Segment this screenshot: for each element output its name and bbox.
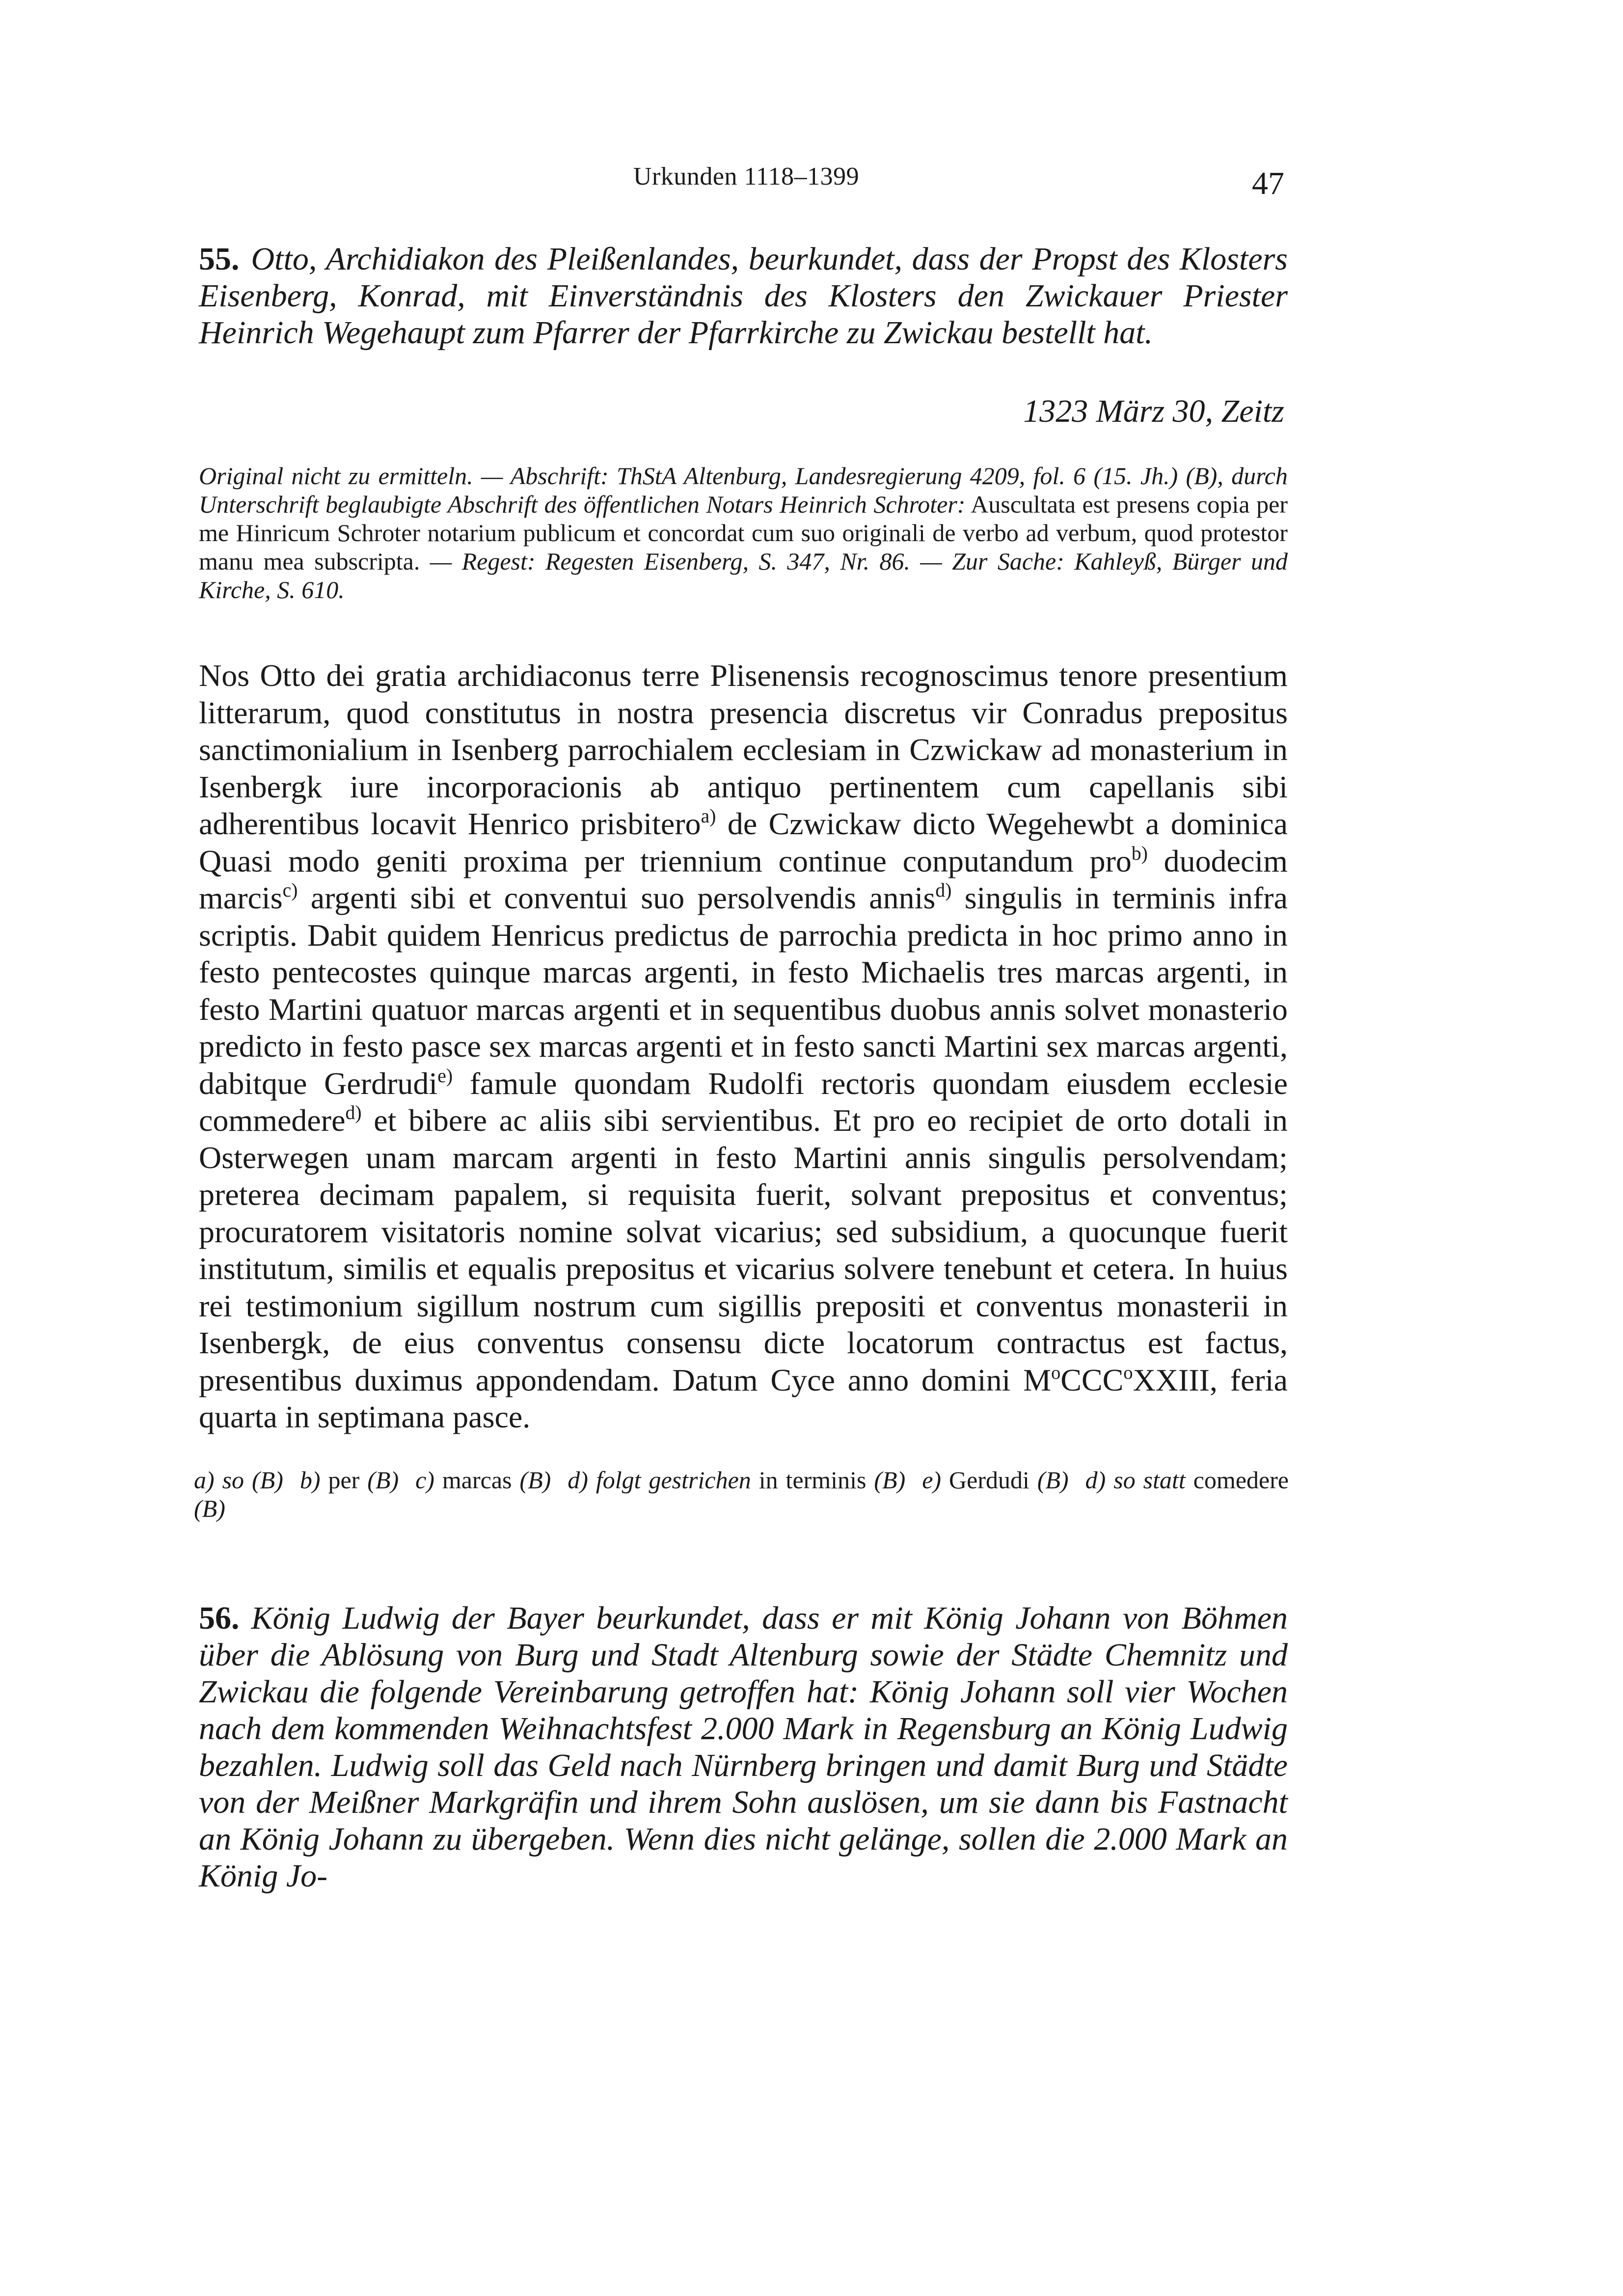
footnote-e-reading: Gerdudi — [949, 1466, 1029, 1494]
footnote-d-second-reading: comedere — [1193, 1466, 1289, 1494]
footnote-e-label: e) — [922, 1466, 942, 1494]
footnote-d — [568, 1466, 905, 1494]
footnote-marker-a: a) — [701, 805, 716, 827]
text-segment: Nos Otto dei gratia archidiaconus terre Plisenensis recognoscimus tenore presentium litterarum, quod constitutus in nostra presencia discretus vir Conradus prepositus sanctimonialium in Isenberg parrochialem ecclesiam in Czwickaw ad monasterium in Isenbergk iure incorporacionis ab antiquo pertinentem cum capellanis sibi adherentibus locavit Henrico prisbitero — [199, 658, 1288, 841]
source-note-archive: Original nicht zu ermitteln. — Abschrift: ThStA Altenburg, Landesregierung 4209, fol. 6 (15. Jh.) (B), durch Unterschrift beglaubigte Abschrift des öffentlichen Notars Heinrich Schroter: — [199, 462, 1288, 518]
footnote-d-reading: in terminis — [758, 1466, 866, 1494]
footnote-c-source: (B) — [519, 1466, 551, 1494]
text-segment: duodecim marcis — [199, 843, 1288, 915]
footnote-a-label: a) so (B) — [194, 1466, 283, 1494]
footnote-b-reading: per — [328, 1466, 360, 1494]
text-segment: argenti sibi et conventui suo persolvendis annis — [298, 880, 936, 915]
source-note-attestation: Auscultata est presens copia per me Hinricum Schroter notarium publicum et concordat cum suo originali de verbo ad verbum, quod protestor manu mea subscripta. — [199, 491, 1288, 575]
footnote-marker-d-second: d) — [345, 1102, 362, 1124]
text-segment: XXIII, feria quarta in septimana pasce. — [199, 1362, 1288, 1434]
source-note-literature: — Regest: Regesten Eisenberg, S. 347, Nr. 86. — Zur Sache: Kahleyß, Bürger und Kirche, S. 610. — [199, 547, 1288, 603]
footnote-marker-b: b) — [1131, 842, 1148, 864]
document-56-title: König Ludwig der Bayer beurkundet, dass er mit König Johann von Böhmen über die Ablösung von Burg und Stadt Altenburg sowie der Städte Chemnitz und Zwickau die folgende Vereinbarung getroffen hat: König Johann soll vier Wochen nach dem kommenden Weihnachtsfest 2.000 Mark in Regensburg an König Ludwig bezahlen. Ludwig soll das Geld nach Nürnberg bringen und damit Burg und Städte von der Meißner Markgräfin und ihrem Sohn auslösen, um sie dann bis Fastnacht an König Johann zu übergeben. Wenn dies nicht gelänge, sollen die 2.000 Mark an König Jo- — [199, 1600, 1288, 1894]
text-segment: et bibere ac aliis sibi servientibus. Et pro eo recipiet de orto dotali in Osterwegen unam marcam argenti in festo Martini annis singulis persolvendam; preterea decimam papalem, si requisita fuerit, solvant prepositus et conventus; procuratorem visitatoris nomine solvat vicarius; sed subsidium, a quocunque fuerit institutum, similis et equalis prepositus et vicarius solvere tenebunt et cetera. In huius rei testimonium sigillum nostrum cum sigillis prepositi et conventus monasterii in Isenbergk, de eius conventus consensu dicte locatorum contractus est factus, presentibus duximus appondendam. Datum Cyce anno domini M — [199, 1103, 1288, 1397]
document-55-source-note — [199, 462, 1288, 604]
footnote-marker-c: c) — [282, 879, 298, 902]
document-55-footnotes — [194, 1466, 1289, 1523]
document-56-heading — [199, 1600, 1288, 1894]
footnote-c — [415, 1466, 551, 1494]
document-55-date: 1323 März 30, Zeitz — [1023, 393, 1284, 429]
footnote-a — [194, 1466, 283, 1494]
footnote-marker-e: e) — [437, 1065, 453, 1087]
footnote-marker-d: d) — [935, 879, 952, 902]
text-segment: de Czwickaw dicto Wegehewbt a dominica Quasi modo geniti proxima per triennium continue conputandum pro — [199, 806, 1288, 878]
footnote-e-source: (B) — [1037, 1466, 1069, 1494]
footnote-c-reading: marcas — [442, 1466, 512, 1494]
footnote-e — [922, 1466, 1068, 1494]
document-55-number: 55. — [199, 241, 240, 277]
footnote-d-second-label: d) so statt — [1085, 1466, 1186, 1494]
text-segment: CCC — [1060, 1362, 1124, 1397]
document-55-heading — [199, 241, 1288, 351]
text-segment: famule quondam Rudolfi rectoris quondam eiusdem ecclesie commedere — [199, 1066, 1288, 1138]
footnote-b-label: b) — [299, 1466, 321, 1494]
footnote-d-source: (B) — [874, 1466, 906, 1494]
text-segment: singulis in terminis infra scriptis. Dabit quidem Henricus predictus de parrochia predicta in hoc primo anno in festo pentecostes quinque marcas argenti, in festo Michaelis tres marcas argenti, in festo Martini quatuor marcas argenti et in sequentibus duobus annis solvet monasterio predicto in festo pasce sex marcas argenti et in festo sancti Martini sex marcas argenti, dabitque Gerdrudi — [199, 880, 1288, 1101]
page-number: 47 — [1252, 165, 1284, 201]
footnote-b-source: (B) — [367, 1466, 399, 1494]
ordinal-marker: o — [1123, 1362, 1133, 1383]
footnote-c-label: c) — [415, 1466, 434, 1494]
footnote-d-label: d) folgt gestrichen — [568, 1466, 751, 1494]
running-head: Urkunden 1118–1399 — [633, 163, 860, 191]
ordinal-marker: o — [1051, 1362, 1061, 1383]
footnote-d-second-source: (B) — [194, 1495, 225, 1522]
footnote-b — [300, 1466, 399, 1494]
document-55-text — [199, 657, 1288, 1436]
document-56-number: 56. — [199, 1600, 240, 1636]
document-55-title: Otto, Archidiakon des Pleißenlandes, beurkundet, dass der Propst des Klosters Eisenberg, Konrad, mit Einverständnis des Klosters den Zwickauer Priester Heinrich Wegehaupt zum Pfarrer der Pfarrkirche zu Zwickau bestellt hat. — [199, 241, 1288, 351]
